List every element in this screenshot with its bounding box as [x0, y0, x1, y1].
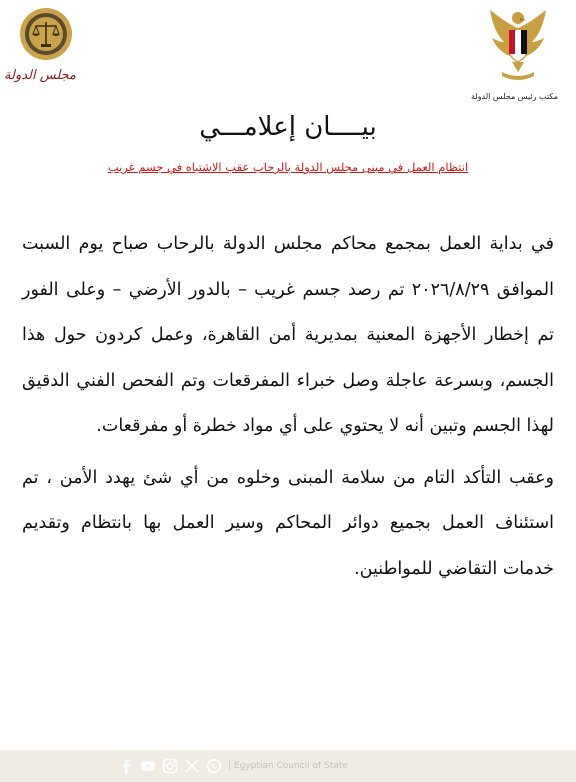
instagram-icon[interactable]	[162, 758, 178, 774]
paragraph-1: في بداية العمل بمجمع محاكم مجلس الدولة بالرحاب صباح يوم السبت الموافق ٢٠٢٦/٨/٢٩ تم رصد جسم غريب – بالدور الأرضي – وعلى الفور تم إخطار الأجهزة المعنية بمديرية أمن القاهرة، وعمل كردون حول هذا الجسم، وبسرعة عاجلة وصل خبراء المفرقعات وتم الفحص الفني الدقيق لهذا الجسم وتبين أنه لا يحتوي على أي مواد خطرة أو مفرقعات.	[22, 234, 554, 436]
youtube-icon[interactable]	[140, 758, 156, 774]
council-of-state-logo	[4, 6, 76, 83]
footer-bar	[0, 750, 576, 782]
eagle-icon	[486, 6, 550, 86]
x-icon[interactable]	[184, 758, 200, 774]
statement-body	[22, 222, 554, 592]
paragraph-2: وعقب التأكد التام من سلامة المبنى وخلوه من أي شئ يهدد الأمن ، تم استئناف العمل بجميع دوائر المحاكم وسير العمل بها بانتظام وتقديم خدمات التقاضي للمواطنين.	[22, 467, 554, 579]
page-title: بيــــان إعلامـــي	[199, 112, 377, 142]
social-links	[118, 756, 348, 776]
whatsapp-icon[interactable]	[206, 758, 222, 774]
page-subtitle: انتظام العمل في مبنى مجلس الدولة بالرحاب عقب الاشتباه في جسم غريب	[107, 160, 469, 174]
council-logo-text: مجلس الدولة	[4, 68, 76, 83]
council-seal-icon	[18, 6, 74, 62]
egypt-emblem	[470, 6, 558, 101]
office-caption: مكتب رئيس مجلس الدولة	[470, 92, 558, 101]
footer-label: | Egyptian Council of State	[228, 761, 348, 771]
facebook-icon[interactable]	[118, 758, 134, 774]
